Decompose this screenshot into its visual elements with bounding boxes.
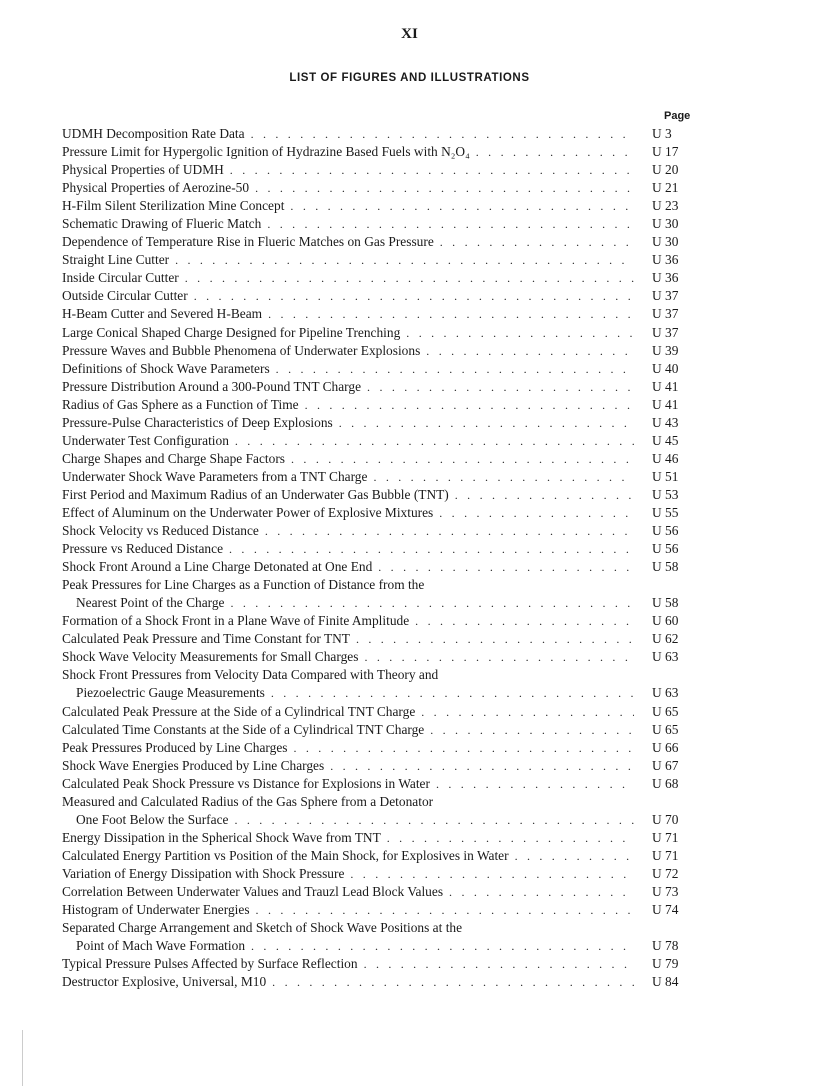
figure-title: H-Film Silent Sterilization Mine Concept xyxy=(62,198,285,214)
figure-title: Straight Line Cutter xyxy=(62,252,170,268)
figure-page-ref: U 63 xyxy=(652,685,679,701)
figure-title: UDMH Decomposition Rate Data xyxy=(62,126,245,141)
figure-title: Calculated Time Constants at the Side of a Cylindrical TNT Charge xyxy=(62,721,425,737)
figure-title: Dependence of Temperature Rise in Flueric Matches on Gas Pressure xyxy=(62,234,434,250)
figure-page-ref: U 45 xyxy=(652,432,679,448)
figure-page-ref: U 37 xyxy=(652,288,679,304)
figure-page-ref: U 53 xyxy=(652,486,679,502)
figure-title: Calculated Peak Pressure and Time Constant for TNT xyxy=(62,631,350,647)
figure-title: Radius of Gas Sphere as a Function of Time xyxy=(62,396,299,412)
figure-list-entry xyxy=(62,143,702,161)
figure-title: One Foot Below the Surface xyxy=(76,811,229,827)
dot-leader xyxy=(234,811,634,829)
figure-list-entry xyxy=(62,342,702,360)
figure-title: Formation of a Shock Front in a Plane Wave of Finite Amplitude xyxy=(62,613,410,629)
figure-page-ref: U 84 xyxy=(652,974,679,990)
figure-title: Histogram of Underwater Energies xyxy=(62,902,250,918)
figure-page-ref: U 65 xyxy=(652,721,679,737)
figure-page-ref: U 66 xyxy=(652,739,679,755)
figure-list-entry xyxy=(62,486,702,504)
figure-title: Shock Wave Velocity Measurements for Small Charges xyxy=(62,649,359,665)
figure-list-entry xyxy=(62,955,702,973)
dot-leader xyxy=(364,955,634,973)
figure-list-entry xyxy=(62,775,702,793)
dot-leader xyxy=(515,847,634,865)
figure-list-entry xyxy=(62,937,702,955)
figure-list-entry xyxy=(62,414,702,432)
dot-leader xyxy=(305,396,634,414)
dot-leader xyxy=(276,360,634,378)
figure-page-ref: U 78 xyxy=(652,938,679,954)
dot-leader xyxy=(268,305,634,323)
figure-list-entry xyxy=(62,648,702,666)
dot-leader xyxy=(185,269,634,287)
figure-title: First Period and Maximum Radius of an Underwater Gas Bubble (TNT) xyxy=(62,486,449,502)
figure-list-entry xyxy=(62,703,702,721)
figure-list-entry xyxy=(62,468,702,486)
figure-list-entry xyxy=(62,378,702,396)
dot-leader xyxy=(449,883,634,901)
dot-leader xyxy=(439,504,634,522)
dot-leader xyxy=(455,486,634,504)
dot-leader xyxy=(194,287,634,305)
dot-leader xyxy=(175,251,634,269)
figure-list-entry xyxy=(62,630,702,648)
figure-list-entry xyxy=(62,179,702,197)
figure-page-ref: U 36 xyxy=(652,252,679,268)
figure-list-entry xyxy=(62,522,702,540)
figure-page-ref: U 71 xyxy=(652,829,679,845)
dot-leader xyxy=(229,540,634,558)
dot-leader xyxy=(265,522,634,540)
dot-leader xyxy=(256,901,634,919)
dot-leader xyxy=(476,143,634,161)
figure-page-ref: U 56 xyxy=(652,541,679,557)
figure-page-ref: U 41 xyxy=(652,396,679,412)
figure-title: Shock Wave Energies Produced by Line Charges xyxy=(62,757,325,773)
figure-title: Separated Charge Arrangement and Sketch of Shock Wave Positions at the xyxy=(62,920,463,936)
dot-leader xyxy=(367,378,634,396)
figure-title: Underwater Test Configuration xyxy=(62,432,229,448)
figure-title: Pressure vs Reduced Distance xyxy=(62,541,224,557)
figure-title: Physical Properties of Aerozine-50 xyxy=(62,180,250,196)
figure-page-ref: U 41 xyxy=(652,378,679,394)
dot-leader xyxy=(230,161,634,179)
page-number: XI xyxy=(401,26,418,42)
figure-list-entry xyxy=(62,973,702,991)
figure-title: Correlation Between Underwater Values and Trauzl Lead Block Values xyxy=(62,883,444,899)
figure-title: Pressure-Pulse Characteristics of Deep Explosions xyxy=(62,414,333,430)
dot-leader xyxy=(378,558,634,576)
figure-list-entry xyxy=(62,576,702,594)
figure-page-ref: U 30 xyxy=(652,234,679,250)
dot-leader xyxy=(356,630,634,648)
figure-page-ref: U 21 xyxy=(652,180,679,196)
dot-leader xyxy=(415,612,634,630)
figure-list-entry xyxy=(62,883,702,901)
figure-list xyxy=(62,125,702,991)
page-column-header: Page xyxy=(664,110,691,122)
figure-list-entry xyxy=(62,721,702,739)
dot-leader xyxy=(387,829,634,847)
figure-title: Energy Dissipation in the Spherical Shock Wave from TNT xyxy=(62,829,381,845)
figure-title: Charge Shapes and Charge Shape Factors xyxy=(62,450,286,466)
figure-list-entry xyxy=(62,432,702,450)
figure-page-ref: U 79 xyxy=(652,956,679,972)
figure-page-ref: U 36 xyxy=(652,270,679,286)
figure-title: Variation of Energy Dissipation with Shock Pressure xyxy=(62,865,345,881)
figure-title: Effect of Aluminum on the Underwater Power of Explosive Mixtures xyxy=(62,504,434,520)
dot-leader xyxy=(272,973,634,991)
figure-list-entry xyxy=(62,594,702,612)
figure-title: Pressure Limit for Hypergolic Ignition of Hydrazine Based Fuels with N₂O₄ xyxy=(62,144,470,160)
dot-leader xyxy=(251,125,634,143)
figure-page-ref: U 56 xyxy=(652,523,679,539)
figure-page-ref: U 58 xyxy=(652,559,679,575)
figure-title: Outside Circular Cutter xyxy=(62,288,188,304)
figure-title: Nearest Point of the Charge xyxy=(76,595,225,611)
figure-title: Shock Front Pressures from Velocity Data Compared with Theory and xyxy=(62,667,439,683)
figure-list-entry xyxy=(62,901,702,919)
dot-leader xyxy=(267,215,634,233)
dot-leader xyxy=(294,739,635,757)
figure-list-entry xyxy=(62,919,702,937)
dot-leader xyxy=(235,432,634,450)
figure-list-entry xyxy=(62,793,702,811)
figure-page-ref: U 30 xyxy=(652,216,679,232)
figure-list-entry xyxy=(62,324,702,342)
figure-title: Inside Circular Cutter xyxy=(62,270,179,286)
figure-page-ref: U 20 xyxy=(652,162,679,178)
dot-leader xyxy=(290,197,634,215)
figure-title: Pressure Distribution Around a 300-Pound TNT Charge xyxy=(62,378,362,394)
figure-list-entry xyxy=(62,847,702,865)
figure-list-entry xyxy=(62,305,702,323)
dot-leader xyxy=(430,721,634,739)
figure-title: Calculated Energy Partition vs Position of the Main Shock, for Explosives in Water xyxy=(62,847,509,863)
figure-page-ref: U 73 xyxy=(652,883,679,899)
figure-title: Piezoelectric Gauge Measurements xyxy=(76,685,265,701)
figure-title: Calculated Peak Shock Pressure vs Distance for Explosions in Water xyxy=(62,775,430,791)
figure-title: Underwater Shock Wave Parameters from a TNT Charge xyxy=(62,468,368,484)
figure-list-entry xyxy=(62,684,702,702)
figure-list-entry xyxy=(62,739,702,757)
figure-page-ref: U 60 xyxy=(652,613,679,629)
figure-list-entry xyxy=(62,125,702,143)
figure-page-ref: U 3 xyxy=(652,126,672,141)
figure-page-ref: U 43 xyxy=(652,414,679,430)
figure-list-entry xyxy=(62,287,702,305)
figure-title: Measured and Calculated Radius of the Gas Sphere from a Detonator xyxy=(62,793,434,809)
dot-leader xyxy=(350,865,634,883)
figure-page-ref: U 23 xyxy=(652,198,679,214)
figure-list-entry xyxy=(62,233,702,251)
dot-leader xyxy=(291,450,634,468)
figure-page-ref: U 39 xyxy=(652,342,679,358)
dot-leader xyxy=(440,233,634,251)
margin-rule xyxy=(22,1030,23,1086)
figure-list-entry xyxy=(62,161,702,179)
dot-leader xyxy=(339,414,634,432)
figure-page-ref: U 67 xyxy=(652,757,679,773)
figure-page-ref: U 72 xyxy=(652,865,679,881)
figure-list-entry xyxy=(62,360,702,378)
figure-title: Physical Properties of UDMH xyxy=(62,162,224,178)
figure-page-ref: U 71 xyxy=(652,847,679,863)
figure-title: Schematic Drawing of Flueric Match xyxy=(62,216,262,232)
figure-list-entry xyxy=(62,540,702,558)
figure-list-entry xyxy=(62,558,702,576)
figure-list-entry xyxy=(62,666,702,684)
figure-list-entry xyxy=(62,450,702,468)
figure-page-ref: U 70 xyxy=(652,811,679,827)
figure-title: Destructor Explosive, Universal, M10 xyxy=(62,974,267,990)
dot-leader xyxy=(330,757,634,775)
figure-title: Large Conical Shaped Charge Designed for Pipeline Trenching xyxy=(62,324,401,340)
figure-list-entry xyxy=(62,757,702,775)
dot-leader xyxy=(373,468,634,486)
figure-title: Shock Front Around a Line Charge Detonated at One End xyxy=(62,559,373,575)
figure-title: Calculated Peak Pressure at the Side of a Cylindrical TNT Charge xyxy=(62,703,416,719)
figure-list-entry xyxy=(62,504,702,522)
dot-leader xyxy=(255,179,634,197)
figure-title: Definitions of Shock Wave Parameters xyxy=(62,360,270,376)
dot-leader xyxy=(426,342,634,360)
figure-page-ref: U 37 xyxy=(652,306,679,322)
figure-page-ref: U 68 xyxy=(652,775,679,791)
figure-page-ref: U 65 xyxy=(652,703,679,719)
figure-list-entry xyxy=(62,829,702,847)
figure-page-ref: U 58 xyxy=(652,595,679,611)
figure-list-entry xyxy=(62,269,702,287)
figure-list-entry xyxy=(62,811,702,829)
figure-title: Shock Velocity vs Reduced Distance xyxy=(62,523,259,539)
figure-title: H-Beam Cutter and Severed H-Beam xyxy=(62,306,263,322)
dot-leader xyxy=(421,703,634,721)
dot-leader xyxy=(251,937,634,955)
figure-list-entry xyxy=(62,197,702,215)
figure-page-ref: U 46 xyxy=(652,450,679,466)
list-title: LIST OF FIGURES AND ILLUSTRATIONS xyxy=(289,72,530,84)
dot-leader xyxy=(436,775,634,793)
figure-page-ref: U 62 xyxy=(652,631,679,647)
figure-title: Peak Pressures Produced by Line Charges xyxy=(62,739,288,755)
figure-list-entry xyxy=(62,215,702,233)
figure-list-entry xyxy=(62,865,702,883)
figure-page-ref: U 51 xyxy=(652,468,679,484)
figure-page-ref: U 40 xyxy=(652,360,679,376)
dot-leader xyxy=(364,648,634,666)
figure-title: Point of Mach Wave Formation xyxy=(76,938,246,954)
dot-leader xyxy=(406,324,634,342)
figure-page-ref: U 74 xyxy=(652,902,679,918)
figure-title: Peak Pressures for Line Charges as a Function of Distance from the xyxy=(62,577,425,593)
figure-title: Typical Pressure Pulses Affected by Surface Reflection xyxy=(62,956,358,972)
figure-page-ref: U 17 xyxy=(652,144,679,160)
figure-title: Pressure Waves and Bubble Phenomena of Underwater Explosions xyxy=(62,342,421,358)
dot-leader xyxy=(231,594,635,612)
figure-list-entry xyxy=(62,251,702,269)
figure-page-ref: U 37 xyxy=(652,324,679,340)
figure-list-entry xyxy=(62,396,702,414)
figure-page-ref: U 63 xyxy=(652,649,679,665)
figure-page-ref: U 55 xyxy=(652,504,679,520)
figure-list-entry xyxy=(62,612,702,630)
dot-leader xyxy=(271,684,634,702)
